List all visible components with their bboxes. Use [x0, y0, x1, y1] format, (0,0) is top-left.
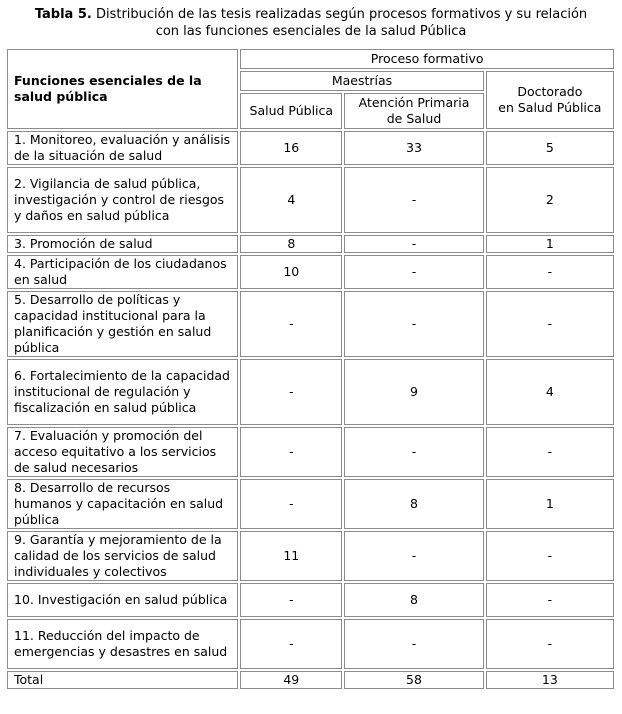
cell-doctorado: -	[486, 619, 614, 669]
row-label: 9. Garantía y mejoramiento de la calidad de los servicios de salud individuales y colectivos	[7, 531, 238, 581]
row-label: 8. Desarrollo de recursos humanos y capacitación en salud pública	[7, 479, 238, 529]
caption-line2: con las funciones esenciales de la salud Pública	[155, 24, 467, 39]
table-row	[7, 531, 614, 581]
table-row	[7, 131, 614, 165]
cell-salud-publica: 16	[240, 131, 342, 165]
cell-atencion-primaria: -	[344, 291, 483, 357]
row-label: 10. Investigación en salud pública	[7, 583, 238, 617]
cell-atencion-primaria: 33	[344, 131, 483, 165]
cell-doctorado: 1	[486, 235, 614, 253]
cell-salud-publica: -	[240, 619, 342, 669]
salud-publica-header: Salud Pública	[240, 93, 342, 129]
cell-doctorado: -	[486, 255, 614, 289]
cell-doctorado: 5	[486, 131, 614, 165]
total-doctorado: 13	[486, 671, 614, 689]
cell-salud-publica: -	[240, 427, 342, 477]
cell-doctorado: -	[486, 583, 614, 617]
cell-doctorado: 1	[486, 479, 614, 529]
row-label: 7. Evaluación y promoción del acceso equitativo a los servicios de salud necesarios	[7, 427, 238, 477]
cell-doctorado: 4	[486, 359, 614, 425]
total-label: Total	[7, 671, 238, 689]
total-salud-publica: 49	[240, 671, 342, 689]
cell-salud-publica: 11	[240, 531, 342, 581]
maestrias-header: Maestrías	[240, 71, 483, 91]
cell-atencion-primaria: -	[344, 235, 483, 253]
table-row	[7, 235, 614, 253]
table-row	[7, 583, 614, 617]
cell-atencion-primaria: -	[344, 255, 483, 289]
cell-salud-publica: -	[240, 291, 342, 357]
row-label: 4. Participación de los ciudadanos en salud	[7, 255, 238, 289]
row-label: 2. Vigilancia de salud pública, investigación y control de riesgos y daños en salud pública	[7, 167, 238, 233]
row-label: 1. Monitoreo, evaluación y análisis de la situación de salud	[7, 131, 238, 165]
total-row	[7, 671, 614, 689]
row-label: 3. Promoción de salud	[7, 235, 238, 253]
row-label: 6. Fortalecimiento de la capacidad institucional de regulación y fiscalización en salud pública	[7, 359, 238, 425]
table-row	[7, 359, 614, 425]
caption-text: Distribución de las tesis realizadas según procesos formativos y su relación	[91, 7, 588, 22]
table-row	[7, 167, 614, 233]
cell-doctorado: 2	[486, 167, 614, 233]
row-label: 11. Reducción del impacto de emergencias y desastres en salud	[7, 619, 238, 669]
cell-salud-publica: 10	[240, 255, 342, 289]
cell-salud-publica: -	[240, 583, 342, 617]
table-row	[7, 427, 614, 477]
cell-doctorado: -	[486, 427, 614, 477]
cell-salud-publica: 4	[240, 167, 342, 233]
process-header: Proceso formativo	[240, 49, 614, 69]
total-atencion-primaria: 58	[344, 671, 483, 689]
doctorado-header: Doctorado en Salud Pública	[486, 71, 614, 129]
atencion-primaria-header: Atención Primaria de Salud	[344, 93, 483, 129]
cell-salud-publica: -	[240, 359, 342, 425]
row-header-cell: Funciones esenciales de la salud pública	[7, 49, 238, 129]
cell-atencion-primaria: 8	[344, 583, 483, 617]
cell-salud-publica: 8	[240, 235, 342, 253]
caption-number: Tabla 5.	[34, 7, 92, 22]
cell-atencion-primaria: -	[344, 619, 483, 669]
table-row	[7, 479, 614, 529]
table-row	[7, 255, 614, 289]
cell-doctorado: -	[486, 531, 614, 581]
cell-atencion-primaria: -	[344, 427, 483, 477]
cell-atencion-primaria: -	[344, 167, 483, 233]
cell-atencion-primaria: 9	[344, 359, 483, 425]
table-caption	[0, 6, 622, 40]
data-table	[5, 47, 616, 691]
table-row	[7, 291, 614, 357]
table-row	[7, 619, 614, 669]
cell-salud-publica: -	[240, 479, 342, 529]
cell-atencion-primaria: -	[344, 531, 483, 581]
cell-atencion-primaria: 8	[344, 479, 483, 529]
row-label: 5. Desarrollo de políticas y capacidad institucional para la planificación y gestión en salud pública	[7, 291, 238, 357]
cell-doctorado: -	[486, 291, 614, 357]
